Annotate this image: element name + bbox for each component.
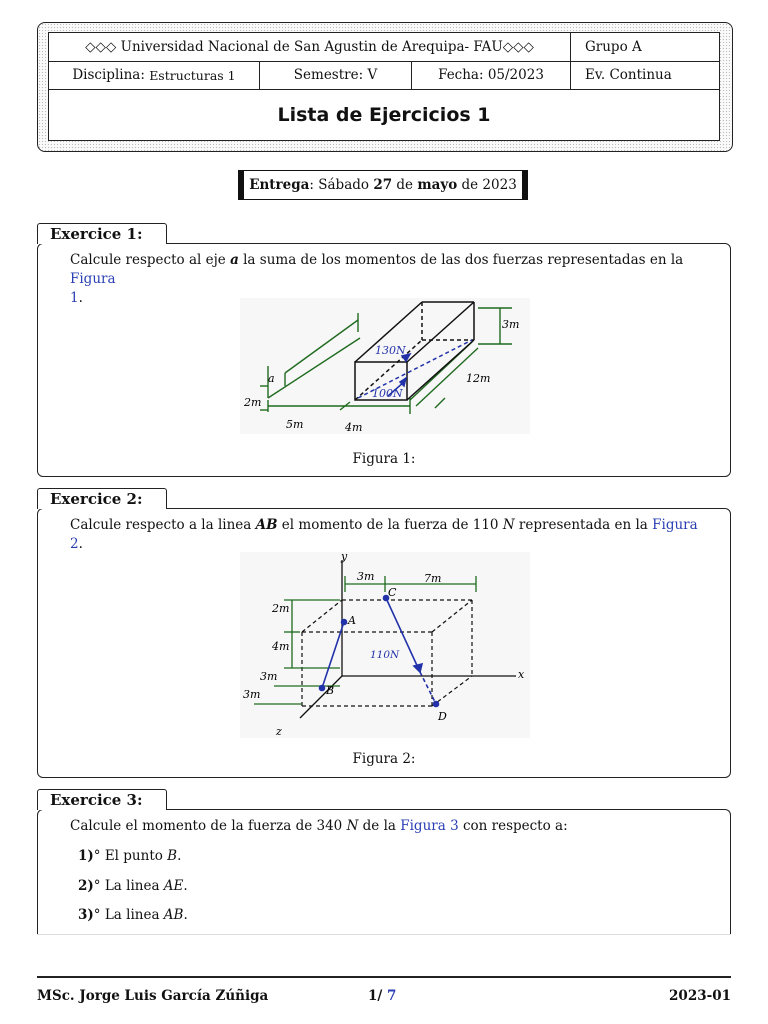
ex3-item-3-num: 3) <box>78 907 94 923</box>
semester: Semestre: V <box>293 67 378 83</box>
ex3-item-3-end: . <box>183 907 188 923</box>
evaluation-cell <box>571 61 719 89</box>
date: Fecha: 05/2023 <box>438 67 544 83</box>
ex3-text-post: con respecto a: <box>458 818 568 834</box>
ex3-item-1-end: . <box>177 848 182 864</box>
fig2-force-110: 110N <box>370 649 400 661</box>
ex3-item-3-text: La linea <box>100 907 164 923</box>
ex1-end: . <box>78 290 83 306</box>
ex3-item-1-deg: ° <box>93 848 101 864</box>
figure-2-caption: Figura 2: <box>352 751 416 767</box>
evaluation: Ev. Continua <box>585 67 672 83</box>
ex3-item-1 <box>78 848 181 864</box>
fig1-dim-4m: 4m <box>345 421 363 434</box>
ex2-text-post: el momento de la fuerza de 110 <box>277 517 503 533</box>
page-cut-line <box>37 934 731 935</box>
exercise-1-title: Exercice 1: <box>50 225 143 243</box>
footer-page <box>368 988 396 1004</box>
fig2-point-d: D <box>438 710 447 723</box>
fig1-dim-2m: 2m <box>244 396 262 409</box>
due-month: mayo <box>417 177 458 193</box>
ex1-text-pre: Calcule respecto al eje <box>70 252 231 268</box>
fig1-axis-a: a <box>268 372 275 385</box>
exercise-2-title: Exercice 2: <box>50 490 143 508</box>
discipline-value: Estructuras 1 <box>149 67 236 83</box>
fig2-point-c: C <box>388 586 397 599</box>
due-label: Entrega <box>249 177 310 193</box>
figure-1-caption: Figura 1: <box>352 451 416 467</box>
fig2-dim-3m-a: 3m <box>260 670 278 683</box>
ex3-text-pre: Calcule el momento de la fuerza de 340 <box>70 818 347 834</box>
figure-2-link[interactable]: Figura 2 <box>70 517 698 552</box>
ex3-item-3-sym: AB <box>163 907 184 923</box>
header-row-2 <box>49 61 719 90</box>
footer-term: 2023-01 <box>669 988 731 1004</box>
group-cell <box>571 33 719 61</box>
figure-2-diagram <box>240 552 530 738</box>
fig2-dim-3m-b: 3m <box>243 688 261 701</box>
fig2-dim-3m-top: 3m <box>357 570 375 583</box>
fig1-dim-5m: 5m <box>286 418 304 431</box>
exercise-2-tab <box>37 488 167 509</box>
fig1-force-130: 130N <box>375 344 406 357</box>
page-current: 1/ <box>368 988 383 1004</box>
ex1-text-post: la suma de los momentos de las dos fuerzas representadas en la <box>238 252 688 268</box>
fig2-axis-y: y <box>341 552 348 563</box>
ex3-item-3-deg: ° <box>93 907 101 923</box>
ex3-item-2-sym: AE <box>163 878 184 894</box>
footer-rule <box>37 976 731 978</box>
university-cell <box>49 33 571 61</box>
page-title: Lista de Ejercicios 1 <box>277 103 491 126</box>
exercise-3-title: Exercice 3: <box>50 791 143 809</box>
fig2-dim-7m: 7m <box>424 572 442 585</box>
ex3-item-2-num: 2) <box>78 878 94 894</box>
exercise-2-statement <box>70 516 710 554</box>
fig1-force-100: 100N <box>372 387 403 400</box>
ex2-end: . <box>78 536 83 552</box>
ex3-item-1-num: 1) <box>78 848 94 864</box>
fig2-axis-x: x <box>518 668 525 681</box>
fig2-dim-4m: 4m <box>272 640 290 653</box>
fig2-point-a: A <box>348 614 356 627</box>
ex3-item-3 <box>78 907 188 923</box>
due-text-mid: de <box>392 177 418 193</box>
ex3-item-2-deg: ° <box>93 878 101 894</box>
group-label: Grupo A <box>585 39 642 55</box>
figure-1-diagram <box>240 298 530 434</box>
ex3-item-2-end: . <box>183 878 188 894</box>
semester-cell <box>260 61 412 89</box>
ex2-text-post2: representada en la <box>514 517 653 533</box>
ex3-unit: N <box>346 818 359 834</box>
exercise-1-tab <box>37 223 167 244</box>
fig2-dim-2m: 2m <box>272 602 290 615</box>
due-text-post: de 2023 <box>457 177 517 193</box>
header-row-1 <box>49 33 719 62</box>
ex3-item-2-text: La linea <box>100 878 164 894</box>
ex2-line-ab: AB <box>255 517 278 533</box>
page-total-link[interactable]: 7 <box>387 988 397 1004</box>
university-name: ◇◇◇ Universidad Nacional de San Agustin de Arequipa- FAU◇◇◇ <box>85 39 534 55</box>
due-date-box <box>238 170 528 200</box>
page-cut <box>37 935 731 951</box>
ex2-unit: N <box>502 517 515 533</box>
header-table <box>48 32 720 141</box>
footer-author: MSc. Jorge Luis García Zúñiga <box>37 988 269 1004</box>
discipline-label: Disciplina: <box>72 67 145 83</box>
ex1-axis: a <box>230 252 239 268</box>
figure-1-link[interactable]: Figura <box>70 271 116 287</box>
ex2-text-pre: Calcule respecto a la linea <box>70 517 256 533</box>
due-text-pre: : Sábado <box>309 177 374 193</box>
date-cell <box>412 61 571 89</box>
exercise-3-tab <box>37 789 167 810</box>
fig1-dim-3m: 3m <box>502 318 520 331</box>
discipline-cell <box>49 61 260 89</box>
fig2-point-b: B <box>326 684 335 697</box>
figure-1-link-number[interactable]: 1 <box>70 290 79 306</box>
ex3-item-1-text: El punto <box>100 848 168 864</box>
due-day: 27 <box>373 177 393 193</box>
ex3-item-1-sym: B <box>167 848 178 864</box>
exercise-3-statement <box>70 817 710 836</box>
ex3-text-mid: de la <box>358 818 401 834</box>
fig2-axis-z: z <box>276 725 282 738</box>
fig1-dim-12m: 12m <box>466 372 491 385</box>
figure-3-link[interactable]: Figura 3 <box>400 818 459 834</box>
ex3-item-2 <box>78 878 188 894</box>
title-row <box>49 89 719 140</box>
